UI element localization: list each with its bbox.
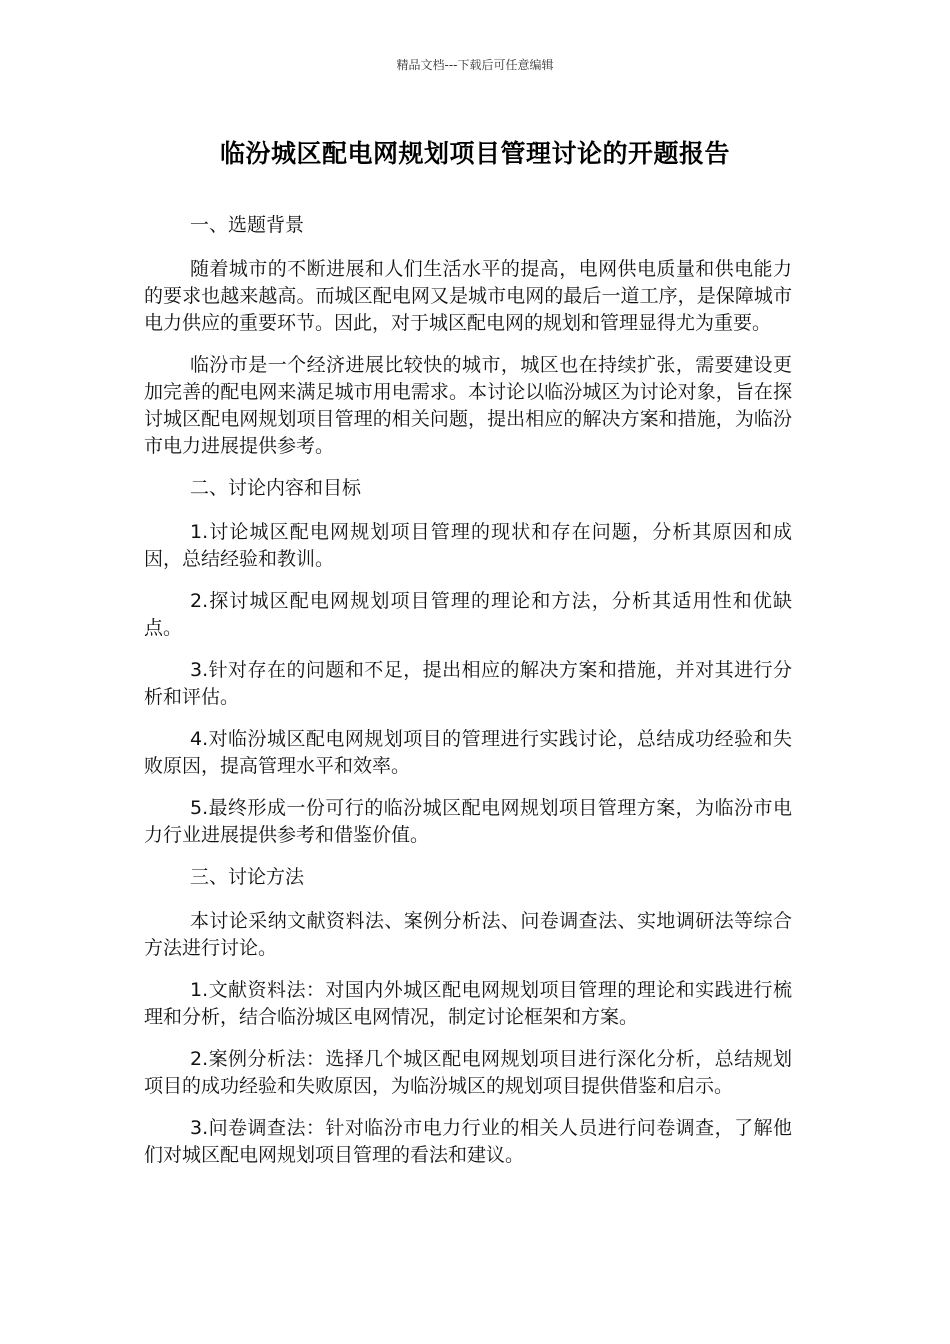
list-item: 3.问卷调查法：针对临汾市电力行业的相关人员进行问卷调查，了解他们对城区配电网规划项目管理的看法和建议。	[144, 1117, 792, 1166]
document-body	[144, 212, 792, 1184]
paragraph: 随着城市的不断进展和人们生活水平的提高，电网供电质量和供电能力的要求也越来越高。而城区配电网又是城市电网的最后一道工序，是保障城市电力供应的重要环节。因此，对于城区配电网的规划和管理显得尤为重要。	[144, 258, 792, 334]
list-item: 2.探讨城区配电网规划项目管理的理论和方法，分析其适用性和优缺点。	[144, 590, 792, 639]
list-item: 3.针对存在的问题和不足，提出相应的解决方案和措施，并对其进行分析和评估。	[144, 659, 792, 708]
list-item: 1.文献资料法：对国内外城区配电网规划项目管理的理论和实践进行梳理和分析，结合临汾城区电网情况，制定讨论框架和方案。	[144, 979, 792, 1028]
list-item: 2.案例分析法：选择几个城区配电网规划项目进行深化分析，总结规划项目的成功经验和失败原因，为临汾城区的规划项目提供借鉴和启示。	[144, 1048, 792, 1097]
section-heading-methods: 三、讨论方法	[190, 866, 305, 888]
paragraph: 临汾市是一个经济进展比较快的城市，城区也在持续扩张，需要建设更加完善的配电网来满足城市用电需求。本讨论以临汾城区为讨论对象，旨在探讨城区配电网规划项目管理的相关问题，提出相应的解决方案和措施，为临汾市电力进展提供参考。	[144, 354, 792, 457]
page-header: 精品文档---下载后可任意编辑	[396, 58, 554, 72]
paragraph: 本讨论采纳文献资料法、案例分析法、问卷调查法、实地调研法等综合方法进行讨论。	[144, 910, 792, 959]
section-heading-background: 一、选题背景	[190, 214, 305, 236]
list-item: 5.最终形成一份可行的临汾城区配电网规划项目管理方案，为临汾市电力行业进展提供参考和借鉴价值。	[144, 797, 792, 846]
document-title: 临汾城区配电网规划项目管理讨论的开题报告	[219, 139, 730, 168]
list-item: 1.讨论城区配电网规划项目管理的现状和存在问题，分析其原因和成因，总结经验和教训。	[144, 521, 792, 570]
list-item: 4.对临汾城区配电网规划项目的管理进行实践讨论，总结成功经验和失败原因，提高管理水平和效率。	[144, 728, 792, 777]
section-heading-content-goals: 二、讨论内容和目标	[190, 477, 362, 499]
